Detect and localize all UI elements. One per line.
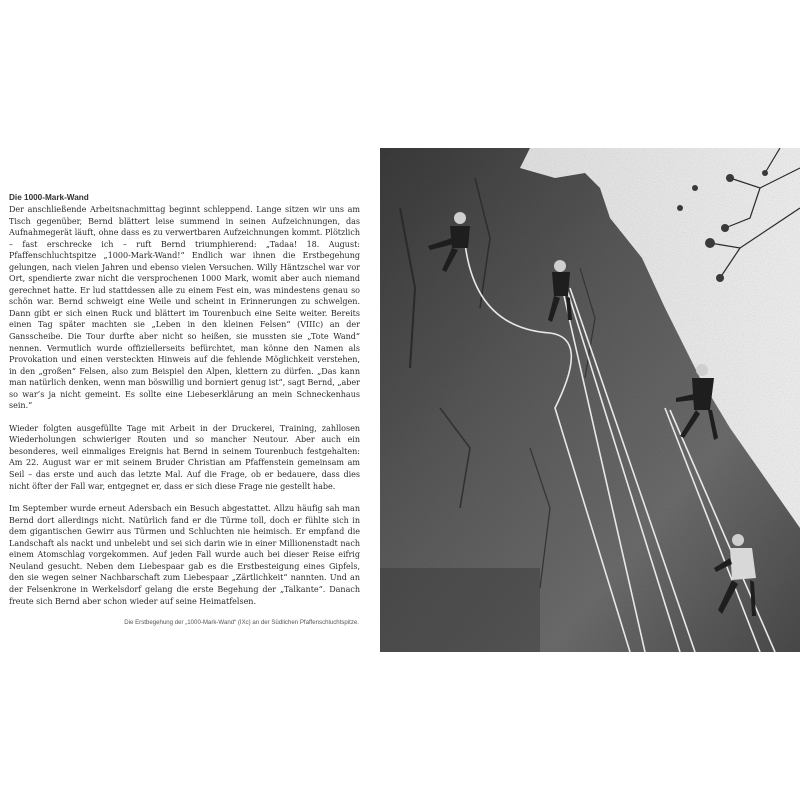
- article-text-column: [9, 192, 360, 618]
- photo-caption: Die Erstbegehung der „1000-Mark-Wand“ (IXc) an der Südlichen Pfaffenschluchtspitze.: [124, 619, 359, 626]
- paragraph-1: Der anschließende Arbeitsnachmittag beginnt schleppend. Lange sitzen wir uns am Tisch gegenüber, Bernd blättert leise summend in seinen Aufzeichnungen, das Aufnahmegerät läuft, ohne dass es zu verwertbaren Aufzeichnungen kommt. Plötzlich – fast erschrecke ich – ruft Bernd triumphierend: „Tadaa! 18. August: Pfaffenschluchtspitze „1000-Mark-Wand!“ Endlich war ihnen die Erstbegehung gelungen, nach vielen Jahren und ebenso vielen Versuchen. Willy Häntzschel war vor Ort, spendierte zwar nicht die versprochenen 1000 Mark, womit aber auch niemand gerechnet hatte. Er lud stattdessen alle zu einem Fest ein, was mindestens genau so schön war. Bernd schweigt eine Weile und scheint in Erinnerungen zu schwelgen. Dann gibt er sich einen Ruck und blättert im Tourenbuch eine Seite weiter. Bereits einen Tag später machten sie „Leben in den kleinen Felsen“ (VIIIc) an der Gansscheibe. Die Tour durfte aber nicht so heißen, sie mussten sie „Tote Wand“ nennen. Vermutlich wurde offiziellerseits befürchtet, man könne den Namen als Provokation und einen versteckten Hinweis auf die fehlende Möglichkeit verstehen, in den „großen“ Felsen, also zum Beispiel den Alpen, klettern zu dürfen. „Das kann man natürlich denken, wenn man böswillig und borniert genug ist“, sagt Bernd, „aber so war’s ja nicht gemeint. Es sollte eine Liebeserklärung an mein Schneckenhaus sein.“: [9, 205, 360, 411]
- section-heading: Die 1000-Mark-Wand: [9, 193, 89, 202]
- paragraph-3: Im September wurde erneut Adersbach ein Besuch abgestattet. Allzu häufig sah man Bernd dort allerdings nicht. Natürlich fand er die Türme toll, doch er fühlte sich in dem gigantischen Gewirr aus Türmen und Schluchten nie heimisch. Er empfand die Landschaft als nackt und unbelebt und sei sich darin wie in einer Millionenstadt nach einem Atomschlag vorgekommen. Auf jeden Fall wurde auch bei dieser Reise eifrig Neuland gesucht. Neben dem Liebespaar gab es die Erstbesteigung eines Gipfels, den sie wegen seiner Nachbarschaft zum Liebespaar „Zärtlichkeit“ nannten. Und an der Felsenkrone in Werkelsdorf gelang die erste Begehung der „Talkante“. Danach freute sich Bernd aber schon wieder auf seine Heimatfelsen.: [9, 504, 360, 606]
- paragraph-2: Wieder folgten ausgefüllte Tage mit Arbeit in der Druckerei, Training, zahllosen Wiederholungen schwieriger Routen und so mancher Neutour. Aber auch ein besonderes, weil einmaliges Ereignis hat Bernd in seinem Tourenbuch festgehalten: Am 22. August war er mit seinem Bruder Christian am Pfaffenstein gemeinsam am Seil – das erste und auch das letzte Mal. Auf die Frage, ob er bedauere, dass dies nicht öfter der Fall war, entgegnet er, dass er sich diese Frage nie gestellt habe.: [9, 423, 360, 491]
- climbing-photo: [380, 148, 800, 652]
